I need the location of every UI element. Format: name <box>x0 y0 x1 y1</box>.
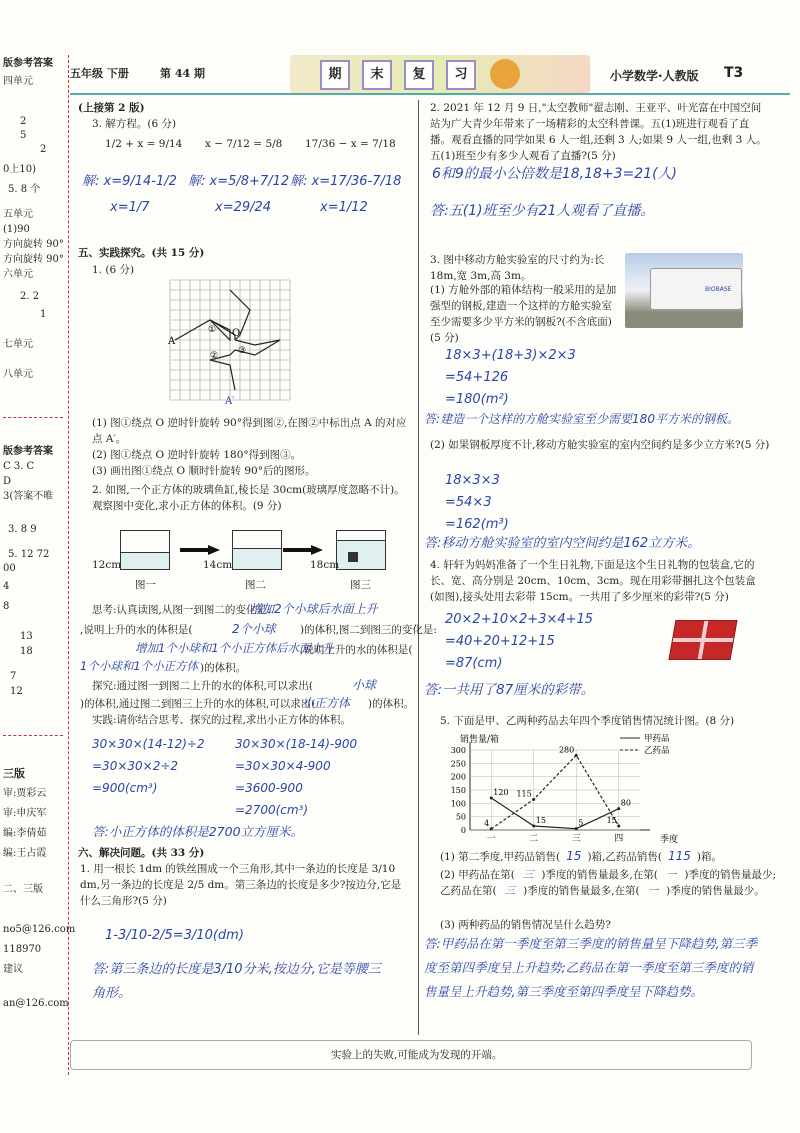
chart-y-tick-label: 100 <box>450 799 466 809</box>
tank-figure-3 <box>336 530 386 570</box>
q2-answer: 答:小正方体的体积是2700立方厘米。 <box>92 824 304 839</box>
chart-x-tick-label: 四 <box>614 834 624 844</box>
r-q4-calc: 20×2+10×2+3×4+15 =40+20+12+15 =87(cm) <box>445 612 594 671</box>
sidebar-line: 五单元 <box>3 209 33 220</box>
chart-data-label: 80 <box>620 798 631 808</box>
r-q5-3-answer: 答:甲药品在第一季度至第三季度的销售量呈下降趋势,第三季度至第四季度呈上升趋势;乙药品在第一季度至第三季度的销售量呈上升趋势,第三季度至第四季度呈下降趋势。 <box>424 936 758 999</box>
tank-figure-2 <box>232 530 282 570</box>
r-q5-2: (2) 甲药品在第( 三 )季度的销售量最多,在第( 一 )季度的销售量最少;乙药品在第( 三 )季度的销售量最多,在第( 一 )季度的销售量最少。 <box>440 869 776 897</box>
sidebar-line: 七单元 <box>3 339 33 350</box>
tank-figure-1 <box>120 530 170 570</box>
chart-y-tick-label: 200 <box>450 772 466 782</box>
sidebar-line: 2 <box>40 144 47 155</box>
truck-logo: BIOBASE <box>705 286 732 293</box>
chart-data-label: 4 <box>484 818 490 828</box>
q61-calc: 1-3/10-2/5=3/10(dm) <box>105 928 244 943</box>
equation-2: x − 7/12 = 5/8 <box>205 138 283 150</box>
think-answer-2: 2个小球 <box>232 622 276 636</box>
r-q3-text: 3. 图中移动方舱实验室的尺寸约为:长 18m,宽 3m,高 3m。 <box>430 254 605 282</box>
sales-line-chart <box>440 730 700 850</box>
think-text-3: )的体积,图二到图三的变化是: <box>300 624 437 636</box>
r-q5-1-answer-2: 115 <box>667 849 691 863</box>
sidebar-line: C 3. C <box>3 461 35 472</box>
think-text-2: ,说明上升的水的体积是( <box>80 624 193 636</box>
sidebar-line: 八单元 <box>3 369 33 380</box>
r-q4-answer: 答:一共用了87厘米的彩带。 <box>424 682 595 698</box>
r-q5-text: 5. 下面是甲、乙两种药品去年四个季度销售情况统计图。(8 分) <box>440 715 735 727</box>
chart-data-label: 115 <box>516 789 532 799</box>
grade-label: 五年级 下册 <box>70 67 129 80</box>
footer-motto: 实验上的失败,可能成为发现的开端。 <box>331 1049 503 1061</box>
answer-eq1: x=1/7 <box>110 200 150 215</box>
arrow-right-icon <box>283 545 323 555</box>
sidebar-line: (1)90 <box>3 224 30 235</box>
r-q5-1a: (1) 第二季度,甲药品销售( 15 )箱,乙药品销售( 115 )箱。 <box>440 849 722 863</box>
chart-point <box>575 754 578 757</box>
calc-right: 30×30×(18-14)-900 =30×30×4-900 =3600-900 =2700(cm³) <box>235 737 358 817</box>
q1-part1: (1) 图①绕点 O 逆时针旋转 90°得到图②,在图②中标出点 A 的对应点 A′。 <box>92 417 407 445</box>
think-answer-4: 1个小球和1个小正方体 <box>80 659 199 673</box>
sidebar-line: 四单元 <box>3 76 33 87</box>
rotation-grid <box>170 280 300 410</box>
sidebar-heading: 版参考答案 <box>3 58 53 69</box>
sidebar-line: 审:贾彩云 <box>3 788 47 799</box>
sidebar-line: 13 <box>20 631 33 642</box>
issue-label: 第 44 期 <box>160 67 205 80</box>
gift-box-icon <box>668 620 737 660</box>
mobile-lab-photo <box>625 253 743 328</box>
sidebar-line: 方向旋转 90° <box>3 239 64 250</box>
explore-text-1: 探究:通过图一到图二上升的水的体积,可以求出( <box>92 680 313 692</box>
chart-x-tick-label: 一 <box>486 834 496 844</box>
sidebar-line: D <box>3 476 12 487</box>
q1-part2: (2) 图①绕点 O 逆时针旋转 180°得到图③。 <box>92 449 302 461</box>
equation-3: 17/36 − x = 7/18 <box>305 138 396 150</box>
subject-label: 小学数学·人教版 <box>610 69 699 83</box>
r-q5-3: (3) 两种药品的销售情况呈什么趋势? <box>440 919 611 931</box>
chart-y-tick-label: 0 <box>460 826 466 835</box>
chart-point <box>617 825 620 828</box>
chart-xlabel: 季度 <box>660 835 679 845</box>
lion-mascot-icon <box>490 59 520 89</box>
chart-data-label: 5 <box>578 818 584 828</box>
chart-data-label: 15 <box>606 816 617 825</box>
sidebar-line: 00 <box>3 563 16 574</box>
sidebar-line: no5@126.com <box>3 924 76 935</box>
chart-y-tick-label: 50 <box>455 812 466 822</box>
sidebar-line: 编:王占霞 <box>3 848 47 859</box>
r-q3-2-calc: 18×3×3 =54×3 =162(m³) <box>445 473 509 532</box>
sidebar-line: 1 <box>40 309 47 320</box>
r-q2-answer: 答:五(1)班至少有21人观看了直播。 <box>430 203 655 219</box>
sidebar-line: 3. 8 9 <box>8 524 37 535</box>
tank-1-height: 12cm <box>92 559 122 571</box>
explore-text-2: )的体积,通过图二到图三上升的水的体积,可以求出( <box>80 698 316 710</box>
sidebar-line: 4 <box>3 581 10 592</box>
point-o-label: O <box>232 328 241 339</box>
chart-x-tick-label: 三 <box>571 834 581 844</box>
chart-legend-label: 甲药品 <box>644 734 670 744</box>
left-answer-sidebar <box>0 55 76 1075</box>
sidebar-line: 3(答案不唯 <box>3 491 54 502</box>
chart-y-tick-label: 250 <box>450 759 466 769</box>
r-q3-1-text: (1) 方舱外部的箱体结构一般采用的是加强型的钢板,建造一个这样的方舱实验室至少需要多少平方米的钢板?(不含底面)(5 分) <box>430 284 617 344</box>
answer-eq1-step: 解: x=9/14-1/2 <box>82 174 177 189</box>
sidebar-line: 编:李倩茹 <box>3 828 47 839</box>
chart-y-tick-label: 300 <box>450 746 466 755</box>
chart-data-label: 120 <box>493 788 509 797</box>
sidebar-line: 5. 12 72 <box>8 549 50 560</box>
banner-char: 习 <box>446 60 476 90</box>
fig-2-caption: 图二 <box>245 579 266 591</box>
think-text-1: 思考:认真读图,从图一到图二的变化是: <box>92 604 271 616</box>
sidebar-heading: 三版 <box>3 767 25 780</box>
chart-x-tick-label: 二 <box>529 834 539 844</box>
sidebar-line: 方向旋转 90° <box>3 254 64 265</box>
chart-point <box>490 827 493 830</box>
title-banner <box>290 55 590 93</box>
r-q5-1-answer-1: 15 <box>566 849 582 863</box>
tank-2-height: 14cm <box>203 559 233 571</box>
sidebar-heading: 版参考答案 <box>3 446 53 457</box>
fig-1-caption: 图一 <box>135 579 156 591</box>
page-number: T3 <box>724 65 744 81</box>
explore-answer-2: 小正方体 <box>302 696 351 710</box>
banner-char: 复 <box>404 60 434 90</box>
sidebar-line: 5. 8 个 <box>8 184 41 195</box>
sidebar-line: 2. 2 <box>20 291 40 302</box>
continued-label: (上接第 2 版) <box>78 102 145 114</box>
footer-bar <box>70 1040 752 1070</box>
banner-char: 期 <box>320 60 350 90</box>
figure-3-label: ③ <box>238 346 247 356</box>
sidebar-line: 审:申庆军 <box>3 808 47 819</box>
chart-ylabel: 销售量/箱 <box>460 735 500 745</box>
sidebar-line: 18 <box>20 646 33 657</box>
sidebar-line: 0上10) <box>3 164 36 175</box>
think-answer-1: 增加2个小球后水面上升 <box>250 602 378 616</box>
figure-1-label: ① <box>208 325 217 335</box>
sidebar-line: 7 <box>10 671 17 682</box>
sidebar-line: 二、三版 <box>3 884 43 895</box>
tank-3-height: 18cm <box>310 559 340 571</box>
q61-text: 1. 用一根长 1dm 的铁丝围成一个三角形,其中一条边的长度是 3/10 dm,另一条边的长度是 2/5 dm。第三条边的长度是多少?按边分,它是什么三角形?(5 分) <box>80 863 402 907</box>
q61-answer: 答:第三条边的长度是3/10分米,按边分,它是等腰三角形。 <box>92 962 381 1001</box>
explore-text-3: )的体积。 <box>368 698 415 710</box>
practice-text: 实践:请你结合思考、探究的过程,求出小正方体的体积。 <box>92 714 351 726</box>
equation-1: 1/2 + x = 9/14 <box>105 138 183 150</box>
q1-part3: (3) 画出图①绕点 O 顺时针旋转 90°后的图形。 <box>92 465 316 477</box>
sidebar-line: 建议 <box>3 964 23 975</box>
r-q2-text: 2. 2021 年 12 月 9 日,"太空教师"翟志刚、王亚平、叶光富在中国空间站为广大青少年带来了一场精彩的太空科普课。五(1)班进行观看了直播。观看直播的同学如果 6 人一组,还剩 3 人;如果 9 人一组,也剩 3 人。五(1)班至少有多少人观看了直播?(5 分) <box>430 102 767 162</box>
r-q2-calc: 6和9的最小公倍数是18,18+3=21(人) <box>432 166 677 182</box>
r-q4-text: 4. 轩轩为妈妈准备了一个生日礼物,下面是这个生日礼物的包装盒,它的长、宽、高分别是 20cm、10cm、3cm。现在用彩带捆扎这个包装盒(如图),接头处用去彩带 15cm。一共用了多少厘米的彩带?(5 分) <box>430 559 756 603</box>
section-5-title: 五、实践探究。(共 15 分) <box>78 247 205 259</box>
banner-char: 末 <box>362 60 392 90</box>
answer-eq3-step: 解: x=17/36-7/18 <box>290 174 402 189</box>
r-q3-1-answer: 答:建造一个这样的方舱实验室至少需要180平方米的钢板。 <box>424 412 739 426</box>
explore-answer-1: 小球 <box>352 678 377 692</box>
calc-left: 30×30×(14-12)÷2 =30×30×2÷2 =900(cm³) <box>92 737 205 795</box>
point-a-label: A <box>168 336 176 347</box>
chart-legend-label: 乙药品 <box>644 746 670 756</box>
answer-eq2-step: 解: x=5/8+7/12 <box>188 174 290 189</box>
r-q3-2-answer: 答:移动方舱实验室的室内空间约是162立方米。 <box>424 536 701 551</box>
chart-data-label: 15 <box>535 816 546 825</box>
point-a-prime-label: A′ <box>225 396 235 407</box>
chart-data-label: 280 <box>558 745 575 755</box>
r-q3-2-text: (2) 如果钢板厚度不计,移动方舱实验室的室内空间约是多少立方米?(5 分) <box>430 439 770 451</box>
sidebar-line: 5 <box>20 130 27 141</box>
figure-2-label: ② <box>210 351 219 361</box>
sidebar-line: 12 <box>10 686 23 697</box>
chart-series-line <box>491 798 619 829</box>
think-text-5: )的体积。 <box>200 662 247 674</box>
chart-y-tick-label: 150 <box>450 786 466 795</box>
think-answer-3: 增加1个小球和1个小正方体后水面上升 <box>135 641 334 655</box>
fig-3-caption: 图三 <box>350 579 371 591</box>
q3-heading: 3. 解方程。(6 分) <box>92 118 177 130</box>
arrow-right-icon <box>180 545 220 555</box>
sidebar-line: 8 <box>3 601 10 612</box>
answer-eq2: x=29/24 <box>215 200 272 215</box>
answer-eq3: x=1/12 <box>320 200 368 215</box>
sidebar-line: 六单元 <box>3 269 33 280</box>
sidebar-line: an@126.com <box>3 998 69 1009</box>
q1-heading: 1. (6 分) <box>92 264 135 276</box>
think-text-4: ,说明上升的水的体积是( <box>300 644 413 656</box>
sidebar-line: 2 <box>20 116 27 127</box>
q2-heading: 2. 如图,一个正方体的玻璃鱼缸,棱长是 30cm(玻璃厚度忽略不计)。观察图中变化,求小正方体的体积。(9 分) <box>92 484 405 512</box>
sidebar-line: 118970 <box>3 944 42 955</box>
page-header <box>70 55 790 95</box>
r-q3-1-calc: 18×3+(18+3)×2×3 =54+126 =180(m²) <box>445 348 576 407</box>
section-6-title: 六、解决问题。(共 33 分) <box>78 847 205 859</box>
chart-point <box>532 798 535 801</box>
